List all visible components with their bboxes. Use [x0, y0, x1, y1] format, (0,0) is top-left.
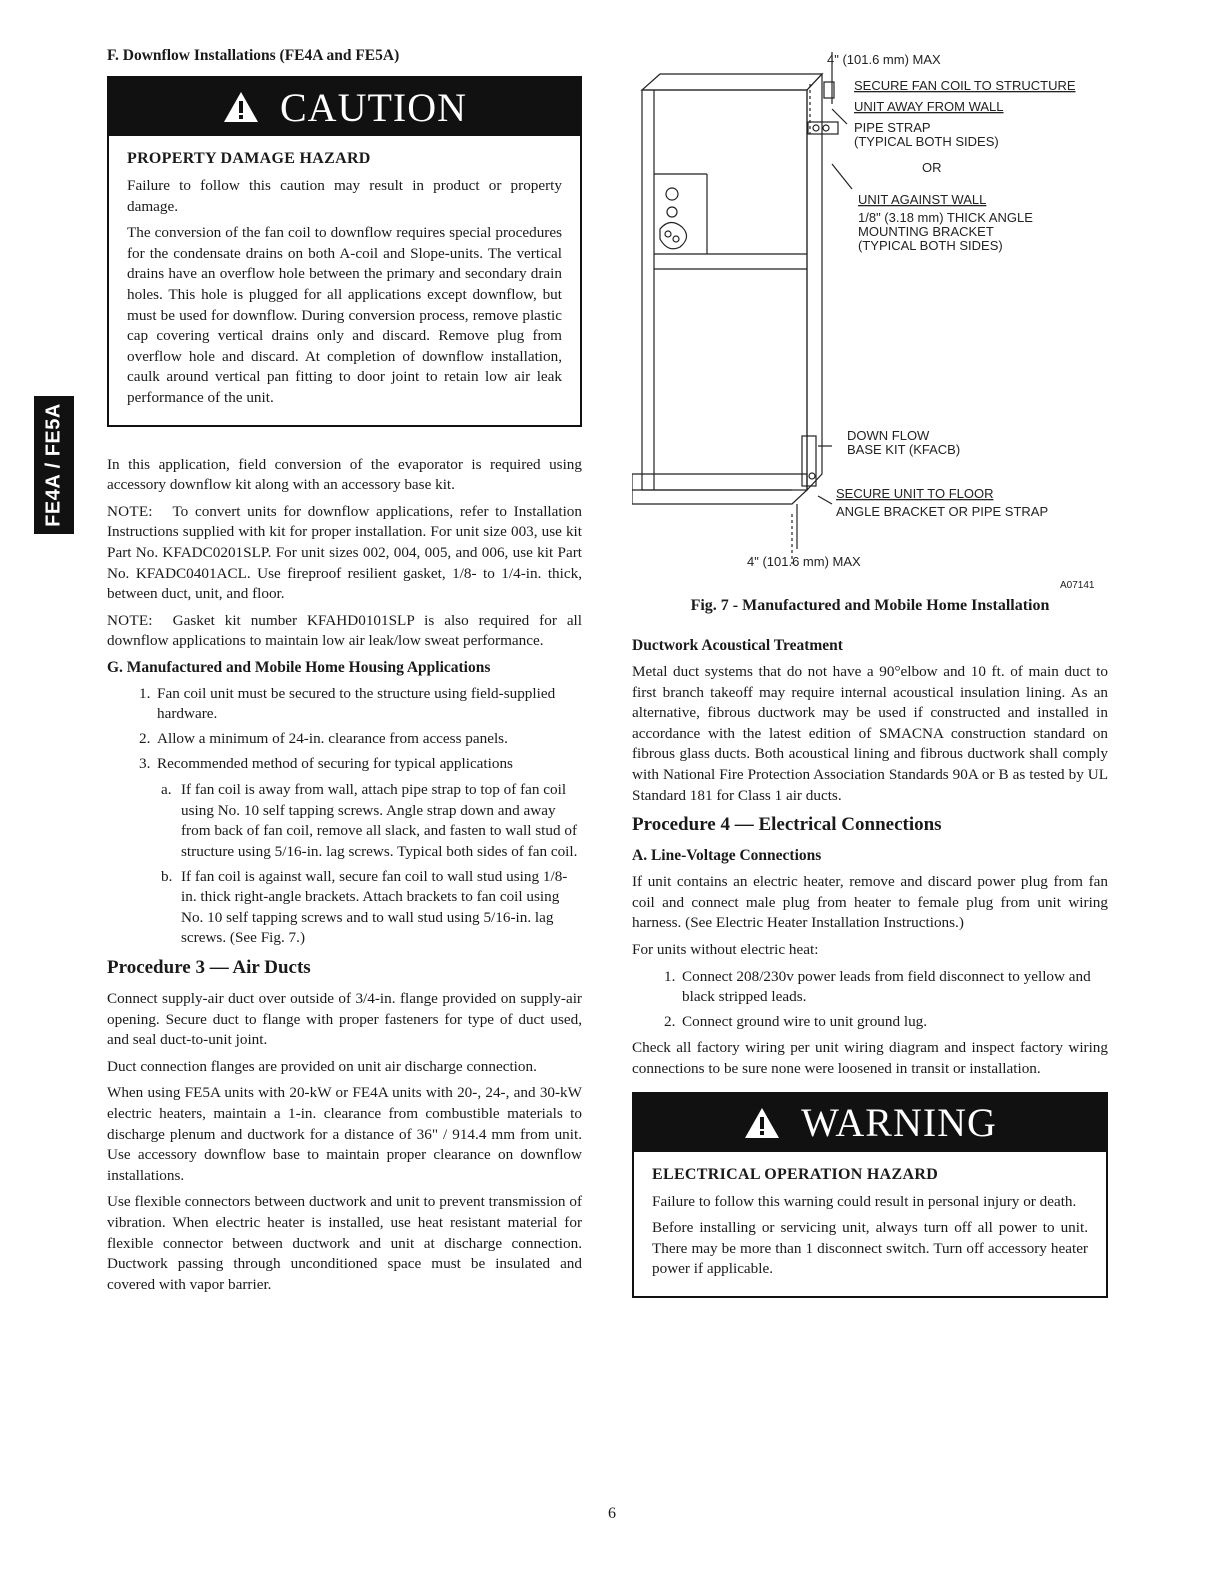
intro-paragraph: In this application, field conversion of the evaporator is required using accessory downflow kit along with an accessory base kit.	[107, 455, 582, 494]
list-item: 2. Allow a minimum of 24-in. clearance from access panels.	[139, 730, 508, 748]
typical-both-sides-2: (TYPICAL BOTH SIDES)	[858, 238, 1003, 253]
ductwork-text: Metal duct systems that do not have a 90°elbow and 10 ft. of main duct to first branch takeoff may require internal acoustical insulation lining. As an alternative, fibrous ductwork may be used if constructed and installed in accordance with the latest edition of SMACNA construction standard on fibrous glass ducts. Both acoustical lining and fibrous ductwork shall comply with National Fire Protection Association Standards 90A or B as tested by UL Standard 181 for Class 1 air ducts.	[632, 663, 1108, 804]
caution-header	[109, 78, 580, 136]
figure-id: A07141	[1060, 580, 1095, 591]
caution-title: CAUTION	[280, 84, 467, 130]
section-f-heading: F. Downflow Installations (FE4A and FE5A)	[107, 47, 400, 64]
angle-or-strap-label: ANGLE BRACKET OR PIPE STRAP	[836, 504, 1049, 519]
warning-triangle-icon	[743, 1106, 781, 1140]
line-voltage-text-3: Check all factory wiring per unit wiring diagram and inspect factory wiring connections to be sure none were loosened in transit or installation.	[632, 1039, 1108, 1077]
pipe-strap-label: PIPE STRAP	[854, 120, 931, 135]
section-g-heading: G. Manufactured and Mobile Home Housing Applications	[107, 658, 491, 676]
warning-text-1: Failure to follow this warning could result in personal injury or death.	[652, 1192, 1077, 1210]
warning-hazard: ELECTRICAL OPERATION HAZARD	[652, 1165, 939, 1183]
list-item: a. If fan coil is away from wall, attach pipe strap to top of fan coil using No. 10 self tapping screws. Angle strap down and away from back of fan coil, remove all slack, and fasten to wall stud of structure using 5/16-in. lag screws. Typical both sides of fan coil.	[161, 781, 578, 861]
line-voltage-text-1: If unit contains an electric heater, remove and discard power plug from fan coil and connect male plug from heater to female plug from unit wiring harness. (See Electric Heater Installation Instructions.)	[632, 873, 1108, 932]
warning-header	[634, 1094, 1106, 1152]
left-column	[107, 46, 582, 1301]
note-1-text: To convert units for downflow applications, refer to Installation Instructions supplied with kit for proper installation. For unit size 003, use kit Part No. KFADC0201SLP. For unit sizes 002, 004, 005, and 006, use kit Part No. KFADC0401ACL. Use fireproof resilient gasket, 1/8- to 1/4-in. thick, between duct, unit, and floor.	[107, 502, 582, 603]
down-flow-label: DOWN FLOW	[847, 428, 930, 443]
page-number: 6	[608, 1505, 616, 1522]
right-column	[632, 636, 1108, 1318]
secure-floor-label: SECURE UNIT TO FLOOR	[836, 486, 994, 501]
a-list	[632, 967, 1108, 1033]
caution-hazard: PROPERTY DAMAGE HAZARD	[127, 150, 371, 167]
figure-caption: Fig. 7 - Manufactured and Mobile Home Installation	[690, 597, 1050, 614]
caution-text-1: Failure to follow this caution may result in product or property damage.	[127, 177, 562, 215]
caution-box	[107, 76, 582, 427]
side-tab	[34, 396, 74, 534]
typical-both-sides-1: (TYPICAL BOTH SIDES)	[854, 134, 999, 149]
note-2-label: NOTE:	[107, 611, 153, 629]
section-a-heading: A. Line-Voltage Connections	[632, 847, 822, 865]
note-2-text: Gasket kit number KFAHD0101SLP is also required for all downflow applications to maintain low air leak/low sweat performance.	[107, 611, 582, 650]
caution-text-2: The conversion of the fan coil to downflow requires special procedures for the condensate drains on both A-coil and Slope-units. The vertical drains have an overflow hole between the primary and secondary drain holes. This hole is plugged for all applications except downflow, but must be used for downflow. During conversion process, remove plastic cap covering vertical drains only and discard. Remove plug from overflow hole and discard. At completion of downflow installation, caulk around vertical pan fitting to door joint to retain low air leak performance of the unit.	[127, 224, 562, 406]
warning-box	[632, 1092, 1108, 1298]
list-item: 1. Connect 208/230v power leads from field disconnect to yellow and black stripped leads.	[664, 967, 1091, 1006]
top-dimension-label: 4" (101.6 mm) MAX	[827, 52, 941, 67]
warning-text-2: Before installing or servicing unit, always turn off all power to unit. There may be more than 1 disconnect switch. Turn off accessory heater power if applicable.	[652, 1219, 1088, 1278]
procedure-4-heading: Procedure 4 — Electrical Connections	[632, 814, 942, 836]
proc3-text-2: Duct connection flanges are provided on unit air discharge connection.	[107, 1057, 537, 1075]
list-item: 2. Connect ground wire to unit ground lug.	[664, 1012, 928, 1030]
side-tab-label: FE4A / FE5A	[42, 403, 65, 527]
against-wall-label: UNIT AGAINST WALL	[858, 192, 987, 207]
note-2	[107, 611, 582, 652]
bottom-dimension-label: 4" (101.6 mm) MAX	[747, 554, 861, 569]
proc3-text-3: When using FE5A units with 20-kW or FE4A units with 20-, 24-, and 30-kW electric heaters, maintain a 1-in. clearance from combustible materials to discharge plenum and ductwork for a distance of 36" / 914.4 mm from unit. Use accessory downflow base to maintain proper clearance on downflow installations.	[107, 1084, 582, 1184]
list-item: 1. Fan coil unit must be secured to the structure using field-supplied hardware.	[139, 684, 556, 723]
proc3-text-4: Use flexible connectors between ductwork and unit to prevent transmission of vibration. When electric heater is installed, use heat resistant material for flexible connector between ductwork and unit at discharge connection. Ductwork passing through unconditioned space must be insulated and covered with vapor barrier.	[107, 1193, 582, 1293]
note-1-label: NOTE:	[107, 502, 153, 520]
proc3-text-1: Connect supply-air duct over outside of 3/4-in. flange provided on supply-air opening. Secure duct to flange with proper fasteners for type of duct used, and seal duct-to-unit joint.	[107, 990, 582, 1049]
procedure-3-heading: Procedure 3 — Air Ducts	[107, 957, 311, 978]
warning-triangle-icon	[222, 90, 260, 124]
away-wall-label: UNIT AWAY FROM WALL	[854, 99, 1004, 114]
ductwork-heading: Ductwork Acoustical Treatment	[632, 637, 843, 654]
warning-title: WARNING	[801, 1100, 997, 1145]
list-item: 3. Recommended method of securing for typical applications	[139, 754, 513, 772]
base-kit-label: BASE KIT (KFACB)	[847, 442, 961, 457]
list-item: b. If fan coil is against wall, secure fan coil to wall stud using 1/8-in. thick right-angle brackets. Attach brackets to fan coil using No. 10 self tapping screws and to wall stud using 5/16-in. lag screws. (See Fig. 7.)	[161, 867, 568, 947]
note-1	[107, 502, 582, 605]
g-sublist	[107, 780, 582, 949]
or-label: OR	[922, 160, 942, 175]
secure-structure-label: SECURE FAN COIL TO STRUCTURE	[854, 78, 1076, 93]
fan-coil-diagram	[632, 44, 1112, 584]
g-list	[107, 684, 582, 774]
figure-7	[632, 44, 1112, 624]
mounting-bracket-label: MOUNTING BRACKET	[858, 224, 994, 239]
angle-thickness-label: 1/8" (3.18 mm) THICK ANGLE	[858, 210, 1033, 225]
line-voltage-text-2: For units without electric heat:	[632, 940, 819, 958]
